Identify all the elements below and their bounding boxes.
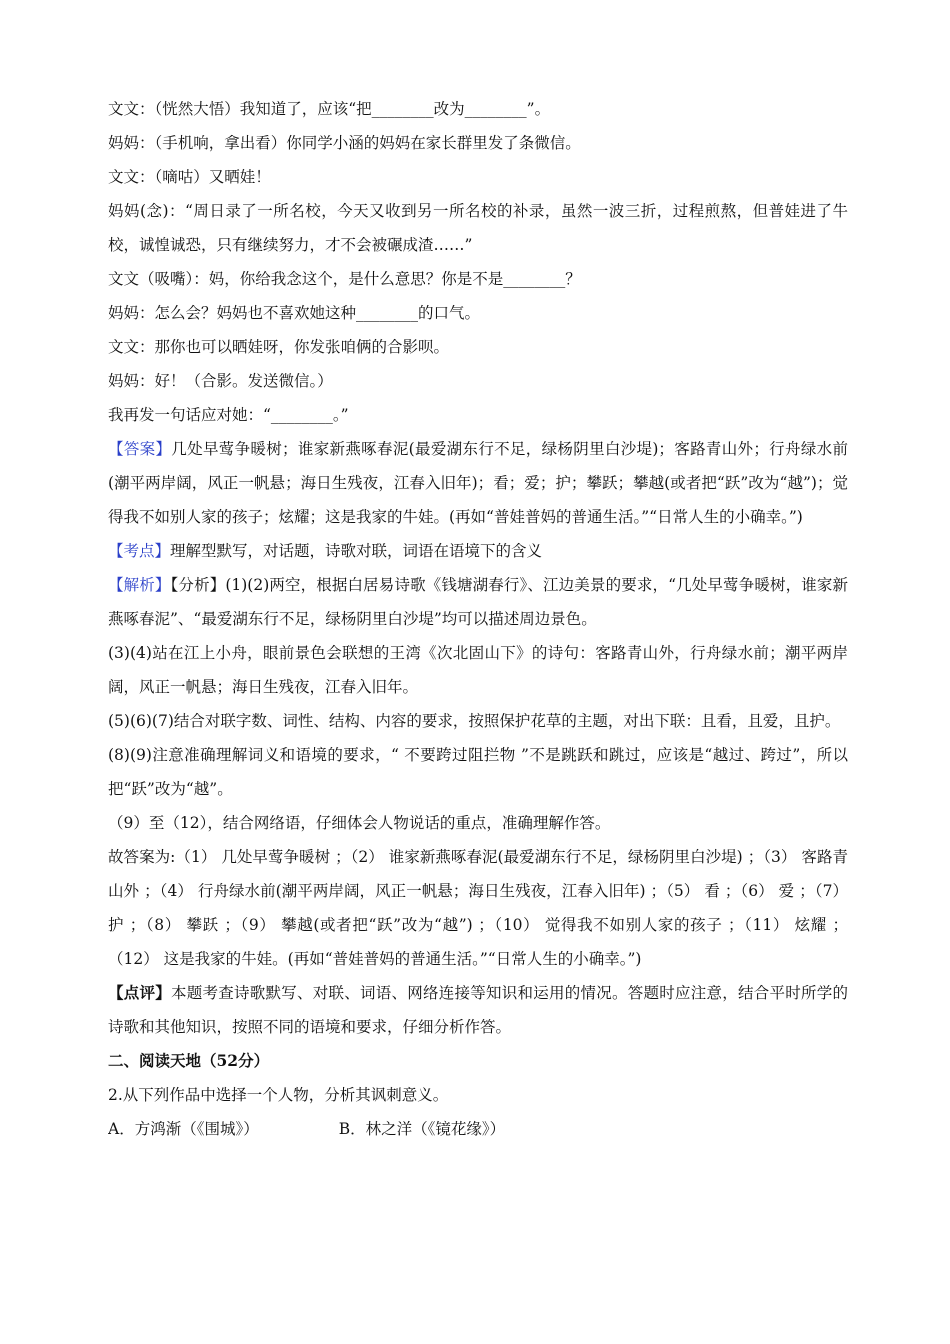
document-page xyxy=(108,92,848,1146)
analysis-paragraph: (3)(4)站在江上小舟，眼前景色会联想的王湾《次北固山下》的诗句：客路青山外，行舟绿水前；潮平两岸阔，风正一帆悬；海日生残夜，江春入旧年。 xyxy=(108,644,848,696)
dialogue-line: 我再发一句话应对她：“________。” xyxy=(108,406,349,424)
options-row xyxy=(108,1112,848,1146)
jiexi-tag: 【解析】 xyxy=(108,576,171,594)
jiexi-block xyxy=(108,568,848,636)
analysis-paragraph: （9）至（12），结合网络语，仔细体会人物说话的重点，准确理解作答。 xyxy=(108,814,611,832)
answer-summary: 故答案为:（1） 几处早莺争暖树 ；（2） 谁家新燕啄春泥(最爱湖东行不足，绿杨阴里白沙堤) ；（3） 客路青山外 ；（4） 行舟绿水前(潮平两岸阔，风正一帆悬；海日生残夜，江春入旧年) ；（5） 看 ；（6） 爱 ；（7） 护 ；（8） 攀跃 ；（9） 攀越(或者把“跃”改为“越”) ；（10） 觉得我不如别人家的孩子 ；（11） 炫耀 ；（12） 这是我家的牛娃。(再如“普娃普妈的普通生活。”“日常人生的小确幸。”) xyxy=(108,848,848,968)
jiexi-text: 【分析】(1)(2)两空，根据白居易诗歌《钱塘湖春行》、江边美景的要求，“几处早莺争暖树，谁家新燕啄春泥”、“最爱湖东行不足，绿杨阴里白沙堤”均可以描述周边景色。 xyxy=(108,576,848,628)
dianping-tag: 【点评】 xyxy=(108,983,171,1002)
answer-text: 几处早莺争暖树；谁家新燕啄春泥(最爱湖东行不足，绿杨阴里白沙堤)；客路青山外；行舟绿水前(潮平两岸阔，风正一帆悬；海日生残夜，江春入旧年)；看；爱；护；攀跃；攀越(或者把“跃”改为“越”)；觉得我不如别人家的孩子；炫耀；这是我家的牛娃。(再如“普娃普妈的普通生活。”“日常人生的小确幸。”) xyxy=(108,440,848,526)
analysis-paragraph: (5)(6)(7)结合对联字数、词性、结构、内容的要求，按照保护花草的主题，对出下联：且看，且爱，且护。 xyxy=(108,712,841,730)
dialogue-line: 妈妈：好！（合影。发送微信。） xyxy=(108,372,333,390)
dialogue-line: 文文：那你也可以晒娃呀，你发张咱俩的合影呗。 xyxy=(108,338,450,356)
kaodian-text: 理解型默写，对话题，诗歌对联，词语在语境下的含义 xyxy=(170,542,543,560)
section-title: 二、阅读天地（52分） xyxy=(108,1051,270,1070)
dialogue-line: 文文：（恍然大悟）我知道了，应该“把________改为________”。 xyxy=(108,100,551,118)
question-text: 2.从下列作品中选择一个人物，分析其讽刺意义。 xyxy=(108,1086,449,1104)
dialogue-line: 妈妈(念)：“周日录了一所名校，今天又收到另一所名校的补录，虽然一波三折，过程煎熬，但普娃进了牛校，诚惶诚恐，只有继续努力，才不会被碾成渣……” xyxy=(108,202,848,254)
dialogue-line: 妈妈：怎么会？妈妈也不喜欢她这种________的口气。 xyxy=(108,304,481,322)
answer-block xyxy=(108,432,848,534)
option-a: A．方鸿渐（《围城》） xyxy=(108,1120,259,1138)
kaodian-tag: 【考点】 xyxy=(108,542,171,560)
dianping-block xyxy=(108,976,848,1044)
dianping-text: 本题考查诗歌默写、对联、词语、网络连接等知识和运用的情况。答题时应注意，结合平时所学的诗歌和其他知识，按照不同的语境和要求，仔细分析作答。 xyxy=(108,984,848,1036)
analysis-paragraph: (8)(9)注意准确理解词义和语境的要求，“ 不要跨过阻拦物 ”不是跳跃和跳过，应该是“越过、跨过”，所以把“跃”改为“越”。 xyxy=(108,746,848,798)
answer-tag: 【答案】 xyxy=(108,440,172,458)
dialogue-line: 文文（吸嘴）：妈，你给我念这个，是什么意思？你是不是________？ xyxy=(108,270,581,288)
option-b: B．林之洋（《镜花缘》） xyxy=(338,1120,506,1138)
dialogue-line: 文文：（嘀咕）又晒娃！ xyxy=(108,168,271,186)
dialogue-line: 妈妈：（手机响，拿出看）你同学小涵的妈妈在家长群里发了条微信。 xyxy=(108,134,581,152)
kaodian-block xyxy=(108,534,848,568)
